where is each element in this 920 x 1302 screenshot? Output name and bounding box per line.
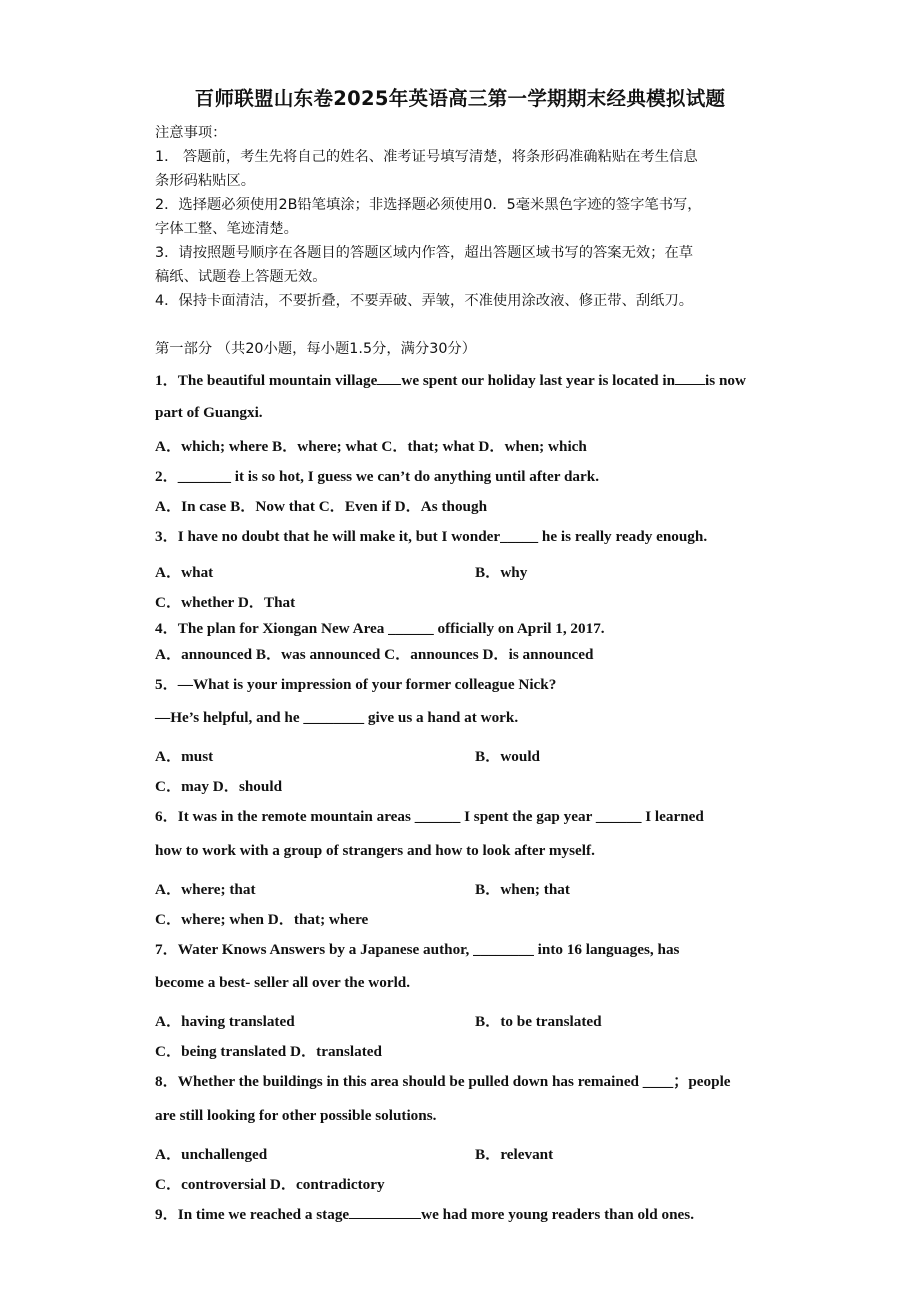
notice-line: 3．请按照题号顺序在各题目的答题区域内作答，超出答题区域书写的答案无效；在草	[155, 245, 694, 261]
question-9-stem: 9．In time we reached a stage we had more young readers than old ones.	[155, 1206, 695, 1223]
answer-blank	[349, 1205, 421, 1219]
question-1-stem: 1．The beautiful mountain village we spent our holiday last year is located in is now	[155, 372, 746, 389]
notice-line: 稿纸、试题卷上答题无效。	[155, 269, 327, 285]
question-5-stem: 5．—What is your impression of your former colleague Nick?	[155, 676, 557, 693]
question-6-stem: 6．It was in the remote mountain areas ______ I spent the gap year ______ I learned	[155, 808, 704, 825]
question-3-options-cd: C．whether D．That	[155, 594, 296, 611]
question-1-options: A．which; where B．where; what C．that; what D．when; which	[155, 438, 587, 455]
question-8-stem-cont: are still looking for other possible solutions.	[155, 1107, 437, 1124]
question-7-option-a: A．having translated	[155, 1013, 295, 1030]
question-5-stem-cont: —He’s helpful, and he ________ give us a hand at work.	[155, 709, 519, 726]
section-heading: 第一部分 （共20小题，每小题1.5分，满分30分）	[155, 341, 477, 357]
question-8-option-b: B．relevant	[475, 1146, 554, 1163]
question-6-stem-cont: how to work with a group of strangers and how to look after myself.	[155, 842, 595, 859]
answer-blank	[377, 371, 401, 385]
question-7-stem: 7．Water Knows Answers by a Japanese author, ________ into 16 languages, has	[155, 941, 680, 958]
question-2-options: A．In case B．Now that C．Even if D．As though	[155, 498, 488, 515]
page-title: 百师联盟山东卷2025年英语高三第一学期期末经典模拟试题	[194, 87, 726, 110]
question-7-options-cd: C．being translated D．translated	[155, 1043, 382, 1060]
question-1-stem-cont: part of Guangxi.	[155, 404, 263, 421]
question-3-option-a: A．what	[155, 564, 214, 581]
notice-line: 2．选择题必须使用2B铅笔填涂；非选择题必须使用0．5毫米黑色字迹的签字笔书写，	[155, 197, 702, 213]
notice-heading: 注意事项：	[155, 125, 227, 141]
question-6-option-b: B．when; that	[475, 881, 570, 898]
question-3-stem: 3．I have no doubt that he will make it, but I wonder_____ he is really ready enough.	[155, 528, 708, 545]
question-4-stem: 4．The plan for Xiongan New Area ______ officially on April 1, 2017.	[155, 620, 605, 637]
question-6-options-cd: C．where; when D．that; where	[155, 911, 369, 928]
notice-line: 条形码粘贴区。	[155, 173, 256, 189]
notice-line: 1． 答题前，考生先将自己的姓名、准考证号填写清楚，将条形码准确粘贴在考生信息	[155, 149, 698, 165]
answer-blank	[675, 371, 705, 385]
question-3-option-b: B．why	[475, 564, 528, 581]
notice-line: 4．保持卡面清洁，不要折叠，不要弄破、弄皱，不准使用涂改液、修正带、刮纸刀。	[155, 293, 694, 309]
question-4-options: A．announced B．was announced C．announces D．is announced	[155, 646, 594, 663]
question-8-option-a: A．unchallenged	[155, 1146, 268, 1163]
notice-line: 字体工整、笔迹清楚。	[155, 221, 298, 237]
question-7-option-b: B．to be translated	[475, 1013, 602, 1030]
question-5-option-a: A．must	[155, 748, 214, 765]
question-5-options-cd: C．may D．should	[155, 778, 283, 795]
question-2-stem: 2．_______ it is so hot, I guess we can’t do anything until after dark.	[155, 468, 599, 485]
question-5-option-b: B．would	[475, 748, 540, 765]
question-8-options-cd: C．controversial D．contradictory	[155, 1176, 385, 1193]
question-7-stem-cont: become a best- seller all over the world.	[155, 974, 411, 991]
question-6-option-a: A．where; that	[155, 881, 256, 898]
question-8-stem: 8．Whether the buildings in this area should be pulled down has remained ____；people	[155, 1073, 731, 1090]
